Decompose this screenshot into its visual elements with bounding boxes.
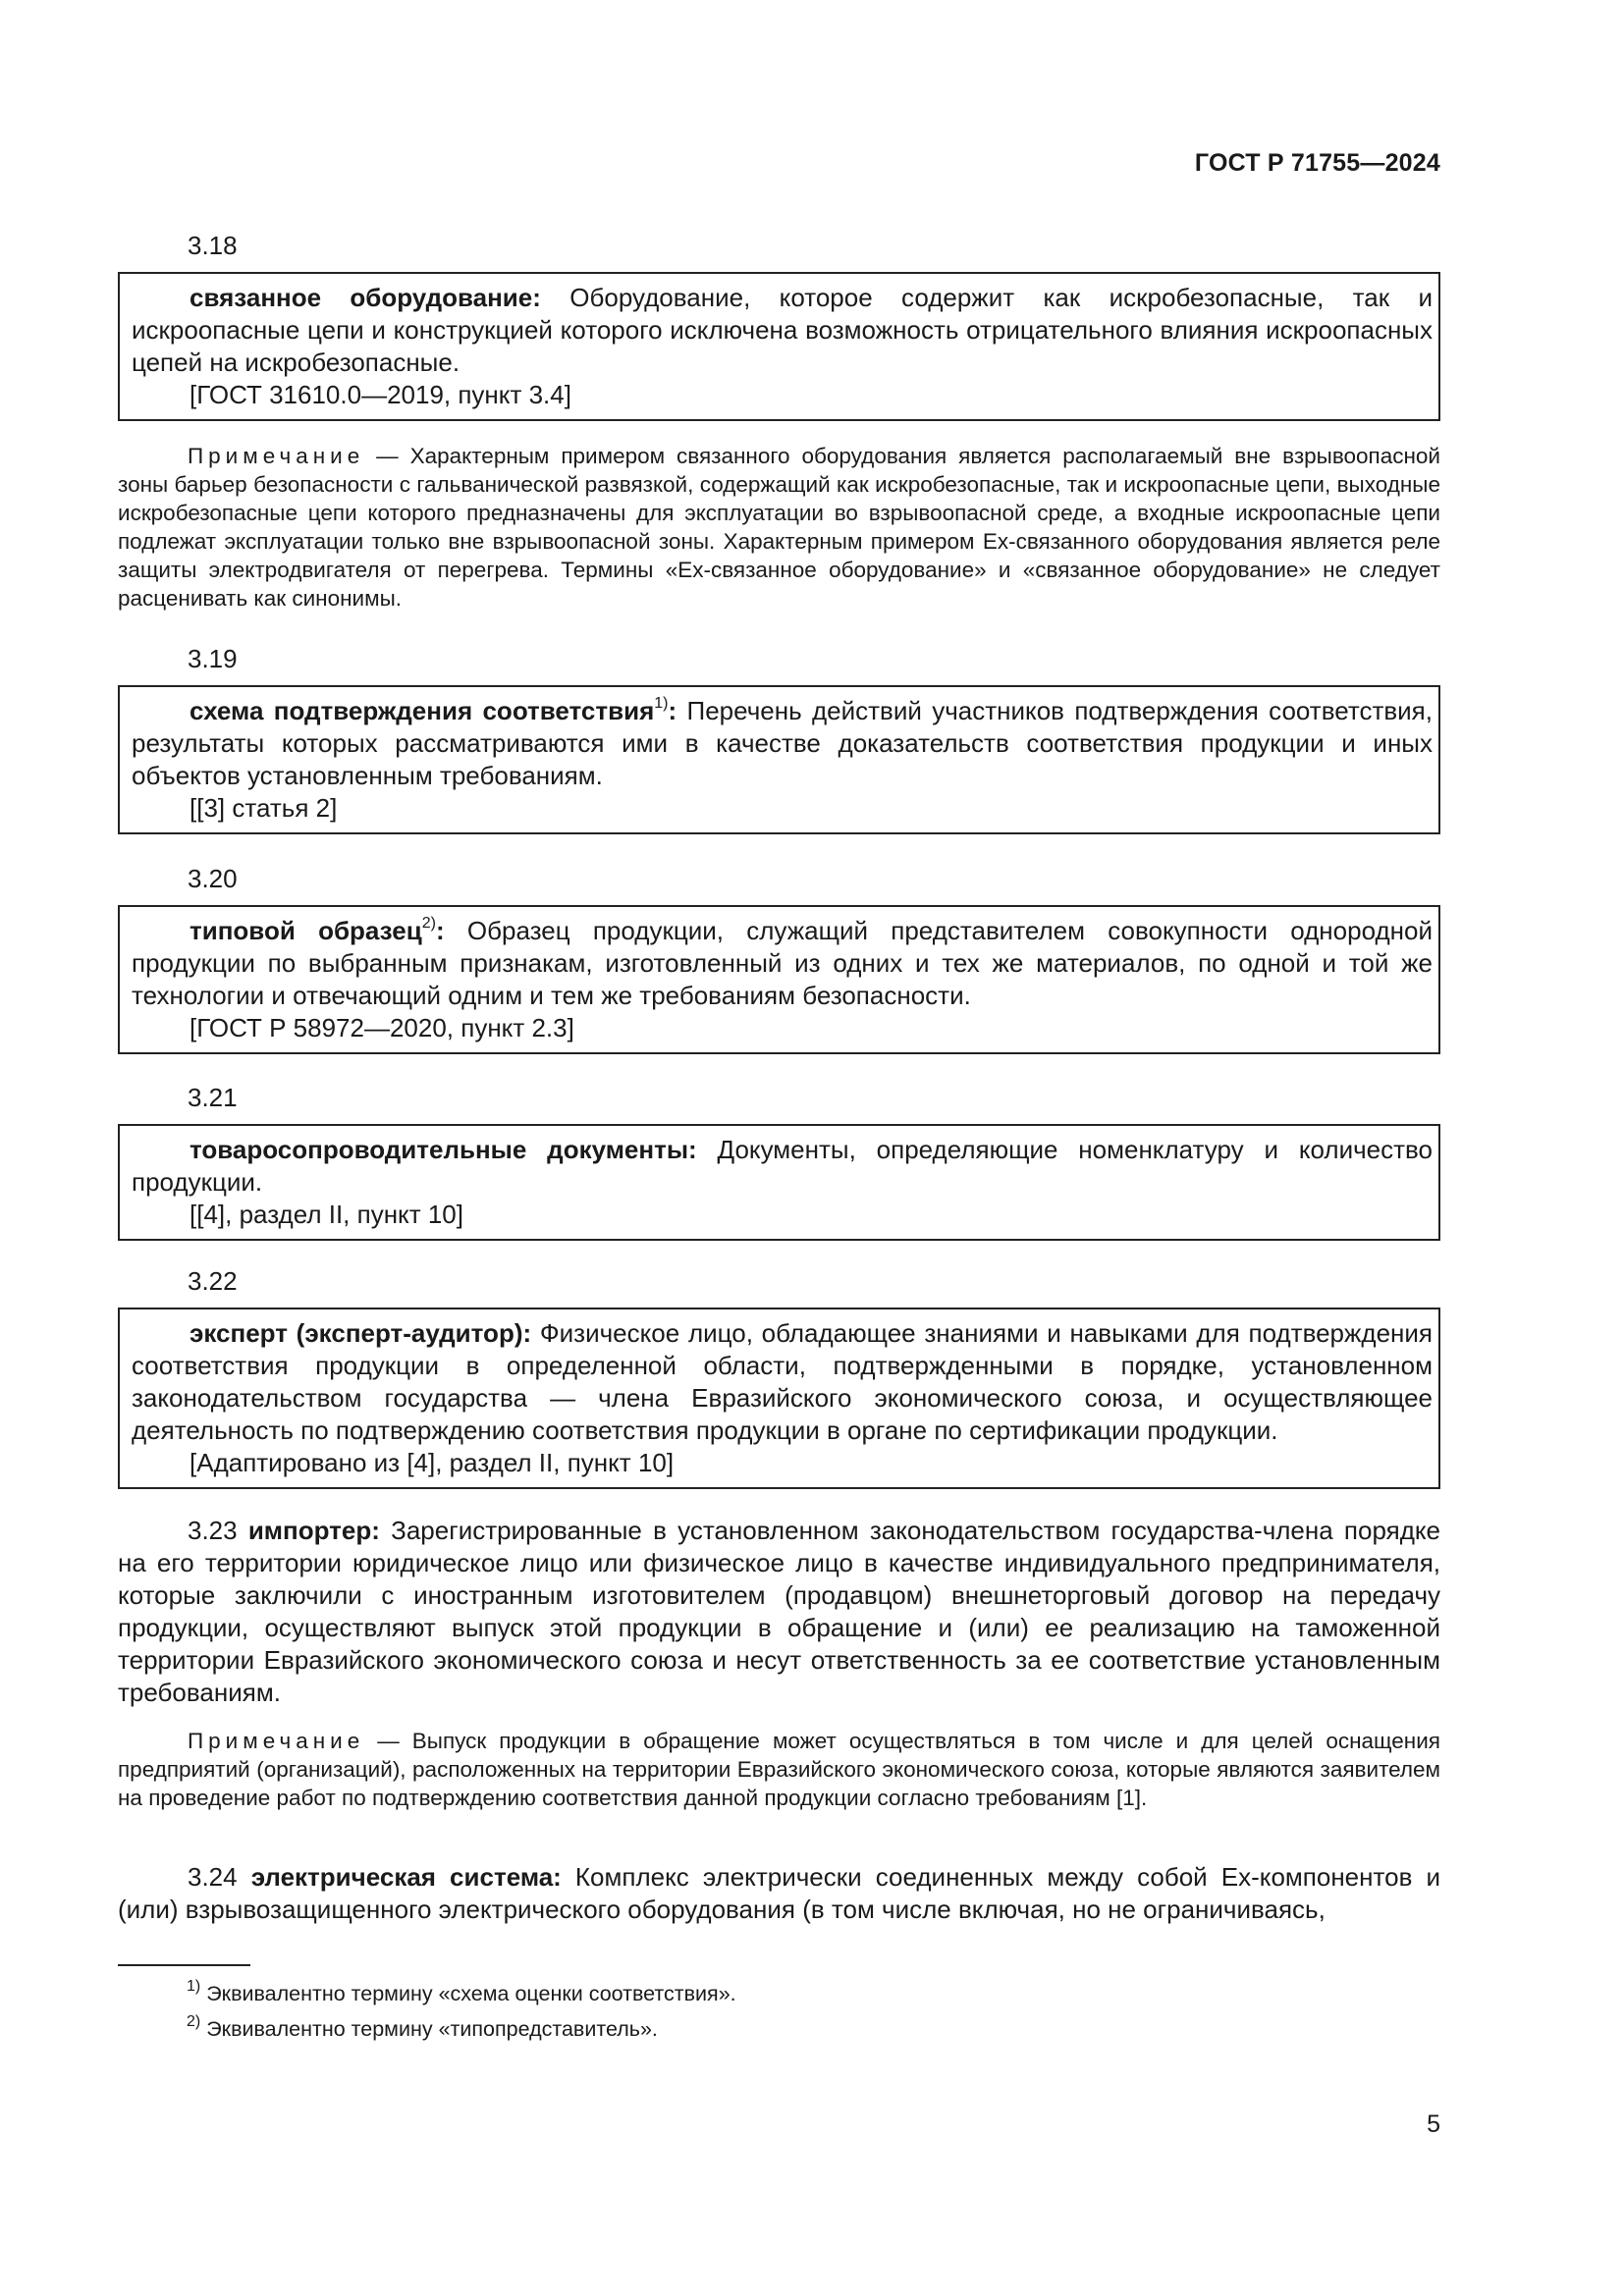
entry-3-20 bbox=[118, 864, 1440, 1054]
term: схема подтверждения соответствия bbox=[189, 696, 655, 725]
entry-number: 3.18 bbox=[188, 231, 238, 260]
term-box bbox=[118, 1124, 1440, 1241]
note-3-23 bbox=[118, 1727, 1440, 1812]
source-reference: [[3] статья 2] bbox=[189, 793, 338, 823]
entry-number: 3.19 bbox=[188, 644, 238, 673]
source-reference: [ГОСТ 31610.0—2019, пункт 3.4] bbox=[189, 380, 571, 409]
entry-3-22 bbox=[118, 1266, 1440, 1489]
note-text: — Характерным примером связанного оборудования является располагаемый вне взрывоопасной зоны барьер безопасности с гальванической развязкой, содержащий как искробезопасные, так и искроопасные цепи, выходные искробезопасные цепи которого предназначены для эксплуатации во взрывоопасной среде, а входные искроопасные цепи подлежат эксплуатации только вне взрывоопасной зоны. Характерным примером Ex-связанного оборудования является реле защиты электродвигателя от перегрева. Термины «Ex-связанное оборудование» и «связанное оборудование» не следует расценивать как синонимы. bbox=[118, 444, 1440, 611]
term: типовой образец bbox=[189, 916, 422, 945]
paragraph-3-24 bbox=[118, 1861, 1440, 1926]
page-number: 5 bbox=[1427, 2110, 1440, 2138]
note-label: Примечание bbox=[188, 1729, 365, 1753]
footnote-mark: 1) bbox=[187, 1977, 201, 1995]
term: связанное оборудование: bbox=[189, 283, 541, 312]
term-colon: : bbox=[668, 696, 677, 725]
definition: Перечень действий участников подтверждения соответствия, результаты которых рассматриваются ими в качестве доказательств соответствия продукции и иных объектов установленным требованиям. bbox=[132, 696, 1433, 790]
paragraph-3-23 bbox=[118, 1515, 1440, 1709]
source-reference: [ГОСТ Р 58972—2020, пункт 2.3] bbox=[189, 1013, 574, 1042]
definition: Документы, определяющие номенклатуру и количество продукции. bbox=[132, 1135, 1433, 1197]
document-id-header: ГОСТ Р 71755—2024 bbox=[1194, 149, 1440, 177]
term-box bbox=[118, 685, 1440, 834]
entry-number: 3.22 bbox=[188, 1266, 238, 1296]
definition: Образец продукции, служащий представителем совокупности однородной продукции по выбранным признакам, изготовленный из одних и тех же материалов, по одной и той же технологии и отвечающий одним и тем же требованиям безопасности. bbox=[132, 916, 1433, 1010]
paragraph-number: 3.24 bbox=[188, 1862, 251, 1892]
definition: Оборудование, которое содержит как искробезопасные, так и искроопасные цепи и конструкцией которого исключена возможность отрицательного влияния искроопасных цепей на искробезопасные. bbox=[132, 283, 1433, 377]
entry-3-19 bbox=[118, 644, 1440, 834]
footnote-separator bbox=[118, 1964, 250, 1966]
source-reference: [Адаптировано из [4], раздел II, пункт 10] bbox=[189, 1448, 675, 1477]
footnote-2 bbox=[187, 2012, 658, 2043]
entry-number: 3.20 bbox=[188, 864, 238, 893]
definition: Зарегистрированные в установленном законодательством государства-члена порядке на его территории юридическое лицо или физическое лицо в качестве индивидуального предпринимателя, которые заключили с иностранным изготовителем (продавцом) внешнеторговый договор на передачу продукции, осуществляют выпуск этой продукции в обращение и (или) ее реализацию на таможенной территории Евразийского экономического союза и несут ответственность за ее соответствие установленным требованиям. bbox=[118, 1516, 1441, 1707]
entry-3-21 bbox=[118, 1083, 1440, 1241]
footnote-text: Эквивалентно термину «типопредставитель». bbox=[200, 2017, 658, 2041]
term-box bbox=[118, 1308, 1440, 1489]
term: электрическая система: bbox=[250, 1862, 562, 1892]
footnote-text: Эквивалентно термину «схема оценки соответствия». bbox=[200, 1982, 736, 2005]
term-colon: : bbox=[435, 916, 445, 945]
footnote-mark: 2) bbox=[187, 2012, 201, 2030]
paragraph-number: 3.23 bbox=[188, 1516, 248, 1545]
footnote-mark: 2) bbox=[421, 915, 436, 933]
definition: Комплекс электрически соединенных между собой Ex-компонентов и (или) взрывозащищенного электрического оборудования (в том числе включая, но не ограничиваясь, bbox=[118, 1862, 1441, 1924]
note-label: Примечание bbox=[188, 444, 365, 468]
note-text: — Выпуск продукции в обращение может осуществляться в том числе и для целей оснащения предприятий (организаций), расположенных на территории Евразийского экономического союза, которые являются заявителем на проведение работ по подтверждению соответствия данной продукции согласно требованиям [1]. bbox=[118, 1729, 1440, 1810]
term-box bbox=[118, 272, 1440, 421]
definition: Физическое лицо, обладающее знаниями и навыками для подтверждения соответствия продукции в определенной области, подтвержденными в порядке, установленном законодательством государства — члена Евразийского экономического союза, и осуществляющее деятельность по подтверждению соответствия продукции в органе по сертификации продукции. bbox=[132, 1318, 1433, 1445]
footnote-1 bbox=[187, 1977, 736, 2007]
source-reference: [[4], раздел II, пункт 10] bbox=[189, 1200, 463, 1229]
term-box bbox=[118, 905, 1440, 1054]
entry-3-18 bbox=[118, 231, 1440, 421]
term: эксперт (эксперт-аудитор): bbox=[189, 1318, 532, 1348]
term: товаросопроводительные документы: bbox=[189, 1135, 697, 1164]
term: импортер: bbox=[247, 1516, 380, 1545]
note-3-18 bbox=[118, 442, 1440, 613]
footnote-mark: 1) bbox=[654, 695, 669, 713]
entry-number: 3.21 bbox=[188, 1083, 238, 1112]
